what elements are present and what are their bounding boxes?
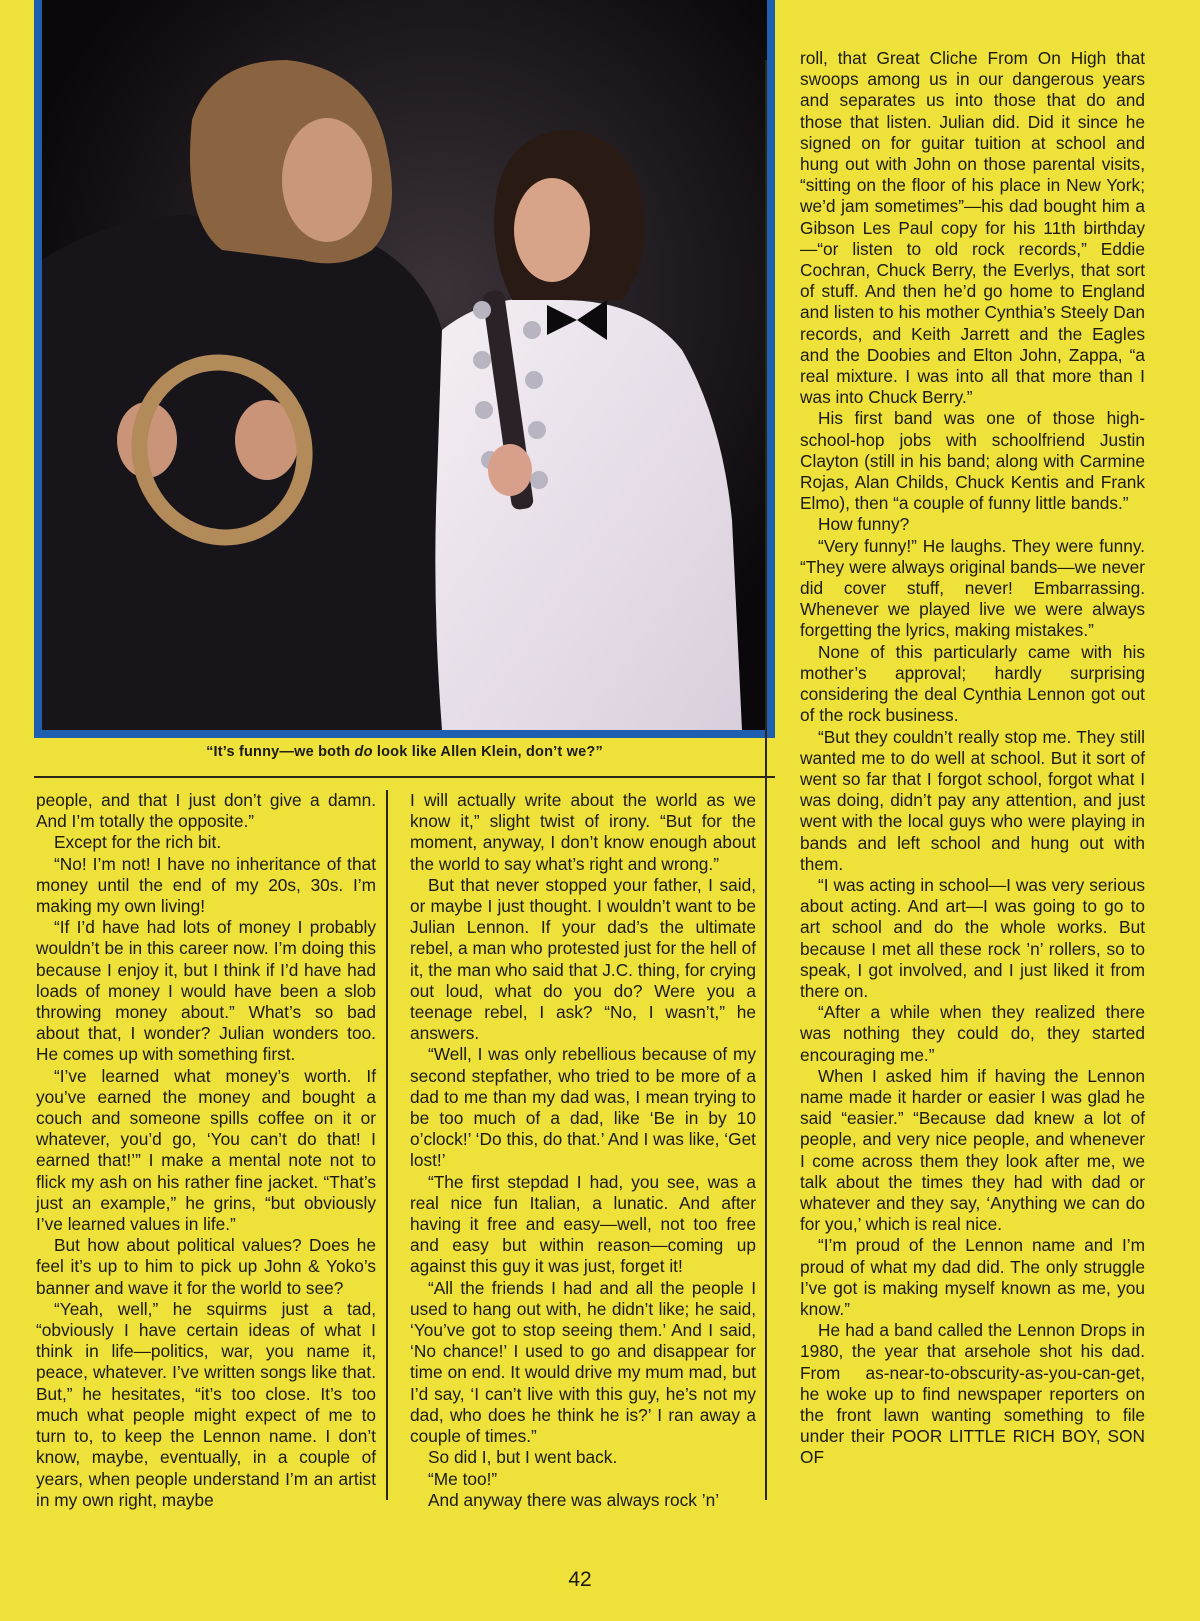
paragraph: “I’ve learned what money’s worth. If you’ve earned the money and bought a couch and someone spills coffee on it or whatever, you’d go, ‘You can’t do that! I earned that!’” I make a mental note not to flick my ash on his rather fine jacket. “That’s just an example,” he grins, “but obviously I’ve learned values in life.” xyxy=(36,1065,376,1235)
paragraph: “The first stepdad I had, you see, was a real nice fun Italian, a lunatic. And after having it free and easy—well, not too free and easy but within reason—coming up against this guy it was just, forget it! xyxy=(410,1171,756,1277)
paragraph: His first band was one of those high-school-hop jobs with schoolfriend Justin Clayton (still in his band; along with Carmine Rojas, Alan Childs, Chuck Kentis and Frank Elmo), then “a couple of funny little bands.” xyxy=(800,408,1145,514)
paragraph: “All the friends I had and all the people I used to hang out with, he didn’t like; he said, ‘You’ve got to stop seeing them.’ And I said, ‘No chance!’ I used to go and disappear for time on end. It would drive my mum mad, but I’d say, ‘I can’t live with this guy, he’s not my dad, who does he think he is?’ I ran away a couple of times.” xyxy=(410,1277,756,1447)
article-column-1 xyxy=(36,790,376,1511)
paragraph: “I was acting in school—I was very serious about acting. And art—I was going to go to art school and do the whole works. But because I met all these rock ’n’ rollers, so to speak, I got involved, and I just liked it from there on. xyxy=(800,874,1145,1001)
photo-caption: “It’s funny—we both do look like Allen Klein, don’t we?” xyxy=(206,744,603,760)
paragraph: He had a band called the Lennon Drops in 1980, the year that arsehole shot his dad. From as-near-to-obscurity-as-you-can-get, he woke up to find newspaper reporters on the front lawn wanting something to file under their POOR LITTLE RICH BOY, SON OF xyxy=(800,1320,1145,1468)
paragraph: But that never stopped your father, I said, or maybe I just thought. I wouldn’t want to be Julian Lennon. If your dad’s the ultimate rebel, a man who protested just for the hell of it, the man who said that J.C. thing, for crying out loud, what do you do? Were you a teenage rebel, I ask? “No, I wasn’t,” he answers. xyxy=(410,874,756,1044)
paragraph: “Me too!” xyxy=(428,1468,498,1489)
paragraph: “After a while when they realized there was nothing they could do, they started encouraging me.” xyxy=(800,1002,1145,1065)
paragraph: “No! I’m not! I have no inheritance of that money until the end of my 20s, 30s. I’m making my own living! xyxy=(36,853,376,917)
paragraph: “But they couldn’t really stop me. They still wanted me to do well at school. But it sort of went so far that I forgot school, forgot what I was doing, didn’t pay any attention, and just went with the local guys who were playing in bands and left school and hung out with them. xyxy=(800,726,1145,874)
paragraph: “Yeah, well,” he squirms just a tad, “obviously I have certain ideas of what I think in life—politics, war, you name it, peace, whatever. I’ve written songs like that. But,” he hesitates, “it’s too close. It’s too much what people might expect of me to turn to, to keep the Lennon name. I don’t know, maybe, eventually, in a couple of years, when people understand I’m an artist in my own right, maybe xyxy=(36,1298,376,1510)
column-rule-2 xyxy=(765,60,767,1500)
photo-frame xyxy=(34,0,775,738)
paragraph: Except for the rich bit. xyxy=(54,832,222,853)
paragraph: “If I’d have had lots of money I probably wouldn’t be in this career now. I’m doing this because I enjoy it, but I think if I’d have had loads of money I would have been a slob throwing money about.” What’s so bad about that, I wonder? Julian wonders too. He comes up with something first. xyxy=(36,917,376,1065)
paragraph: But how about political values? Does he feel it’s up to him to pick up John & Yoko’s banner and wave it for the world to see? xyxy=(36,1235,376,1298)
paragraph: When I asked him if having the Lennon name made it harder or easier I was glad he said “easier.” “Because dad knew a lot of people, and very nice people, and whenever I come across them they look after me, we talk about the times they had with dad or whatever and they say, ‘Anything we can do for you,’ which is real nice. xyxy=(800,1065,1145,1235)
paragraph: I will actually write about the world as we know it,” slight twist of irony. “But for the moment, anyway, I don’t know enough about the world to say what’s right and wrong.” xyxy=(410,790,756,874)
paragraph: people, and that I just don’t give a damn. And I’m totally the opposite.” xyxy=(36,790,376,832)
caption-rule xyxy=(34,776,775,778)
paragraph: roll, that Great Cliche From On High that swoops among us in our dangerous years and separates us into those that do and those that listen. Julian did. Did it since he signed on for guitar tuition at school and hung out with John on those parental visits, “sitting on the floor of his place in New York; we’d jam sometimes”—his dad bought him a Gibson Les Paul copy for his 11th birthday—“or listen to old rock records,” Eddie Cochran, Chuck Berry, the Everlys, that sort of stuff. And then he’d go home to England and listen to his mother Cynthia’s Steely Dan records, and Keith Jarrett and the Eagles and the Doobies and Elton John, Zappa, “a real mixture. I was into all that more than I was into Chuck Berry.” xyxy=(800,48,1145,408)
paragraph: So did I, but I went back. xyxy=(428,1447,618,1468)
article-column-2 xyxy=(410,790,756,1511)
photo-julian-and-boy xyxy=(42,0,767,730)
paragraph: None of this particularly came with his mother’s approval; hardly surprising considering the deal Cynthia Lennon got out of the rock business. xyxy=(800,641,1145,726)
paragraph: How funny? xyxy=(818,514,910,535)
paragraph: “Well, I was only rebellious because of my second stepfather, who tried to be more of a dad to me than my dad was, I mean trying to be too much of a dad, like ‘Be in by 10 o’clock!’ ‘Do this, do that.’ And I was like, ‘Get lost!’ xyxy=(410,1044,756,1171)
article-column-3 xyxy=(800,48,1145,1469)
paragraph: “Very funny!” He laughs. They were funny. “They were always original bands—we never did cover stuff, never! Embarrassing. Whenever we played live we were always forgetting the lyrics, making mistakes.” xyxy=(800,535,1145,641)
column-rule-1 xyxy=(386,790,388,1500)
paragraph: “I’m proud of the Lennon name and I’m proud of what my dad did. The only struggle I’ve got is making myself known as me, you know.” xyxy=(800,1235,1145,1319)
photo-illustration xyxy=(42,0,767,730)
page-number: 42 xyxy=(568,1568,592,1591)
paragraph: And anyway there was always rock ’n’ xyxy=(428,1489,720,1510)
